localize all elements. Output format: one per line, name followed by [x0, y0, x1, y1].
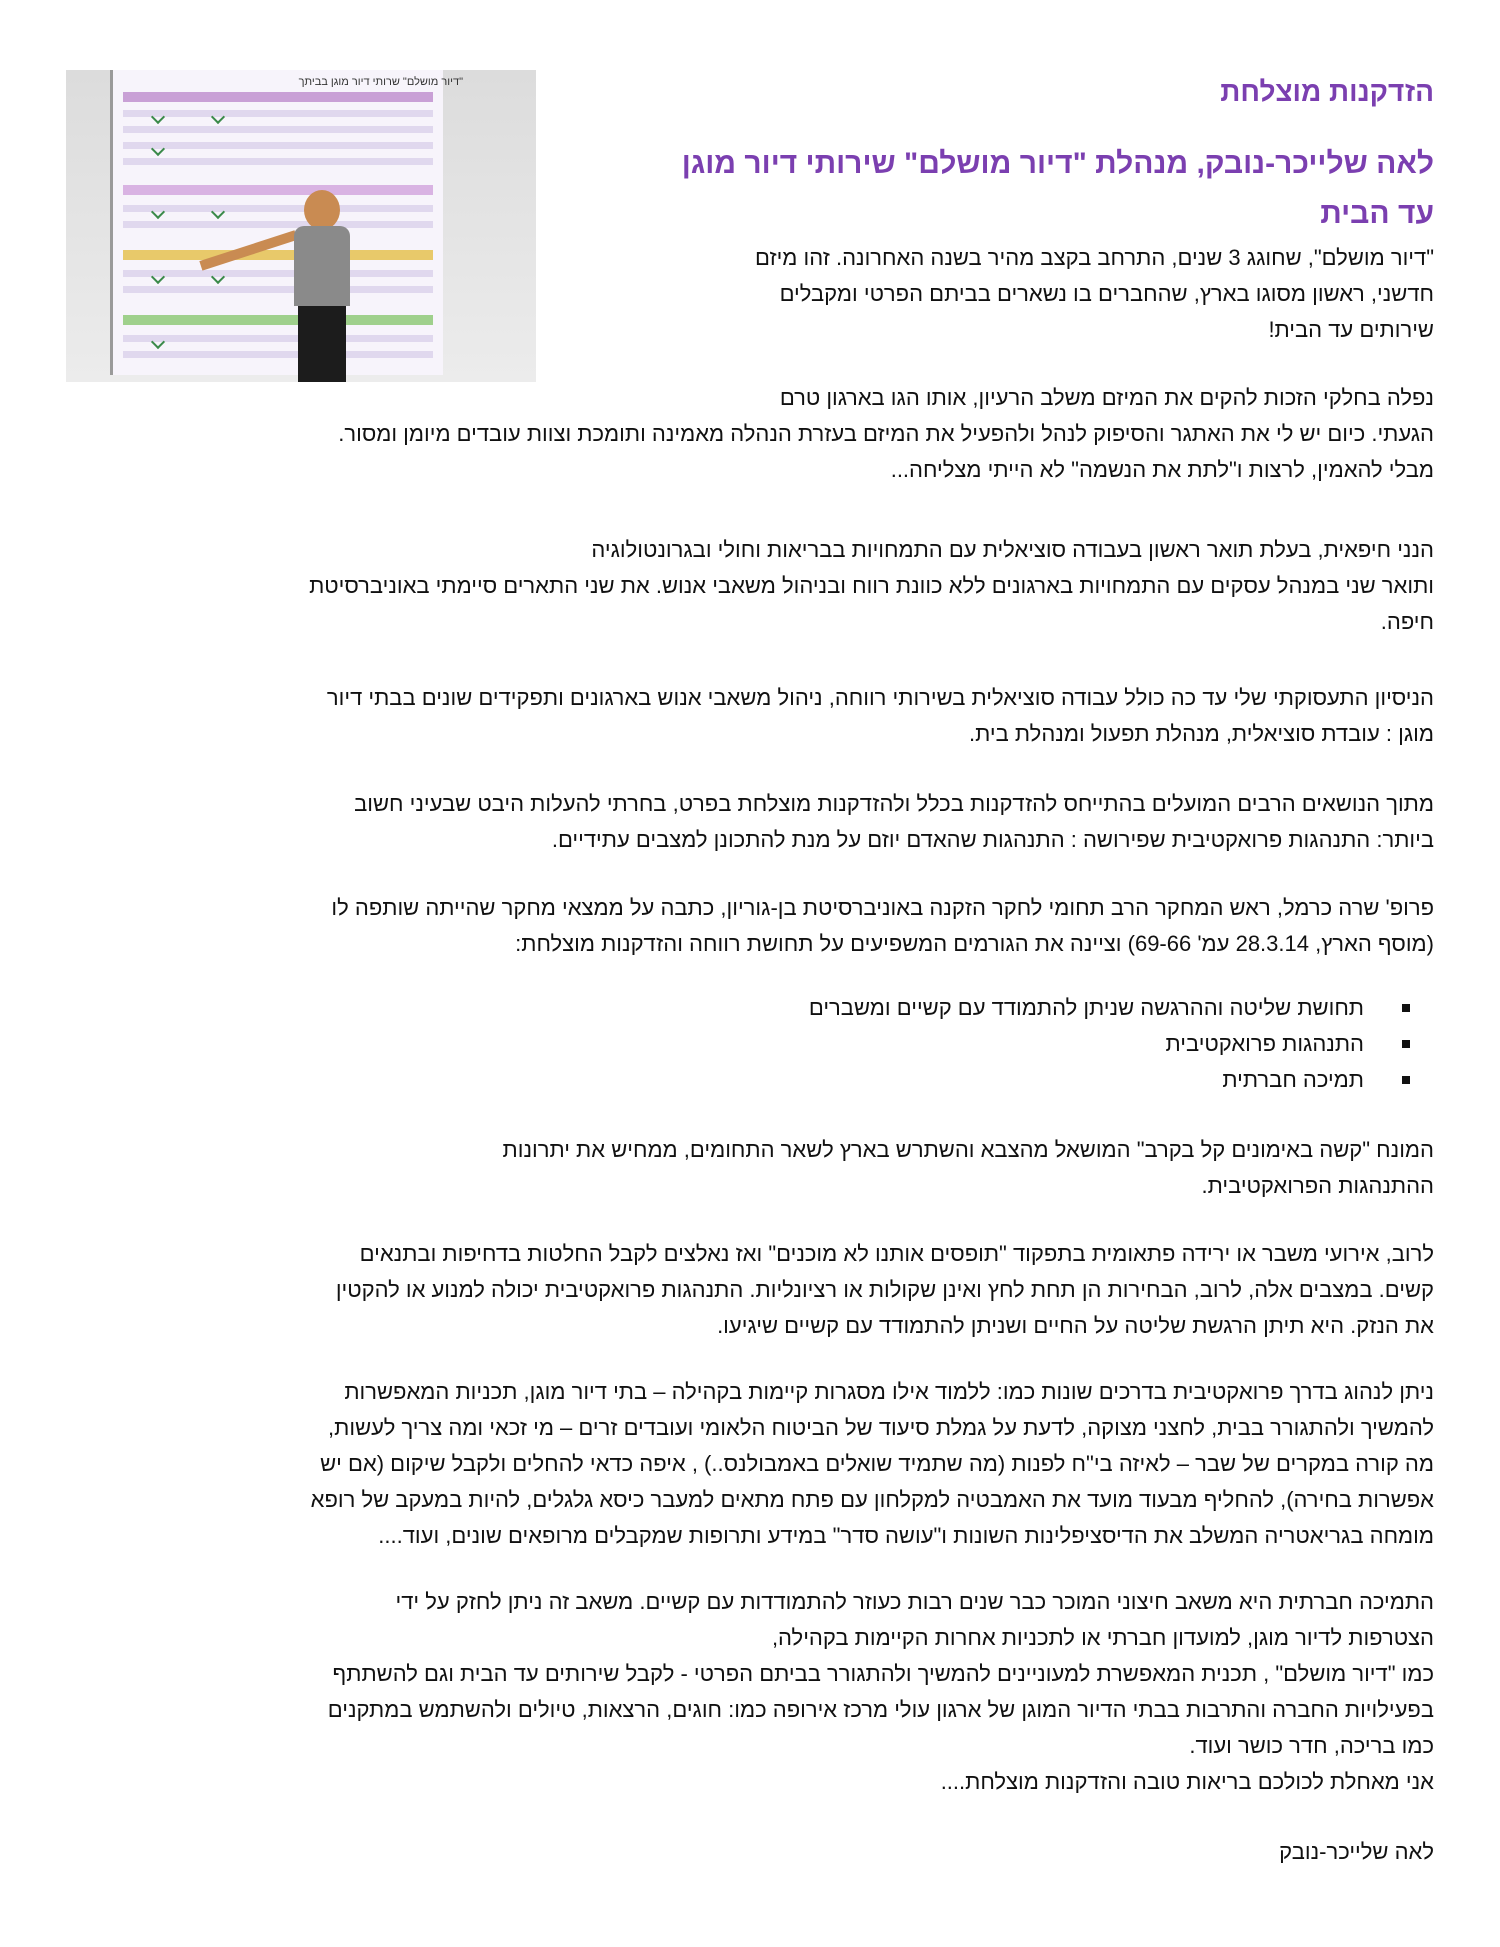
paragraph-ways: ניתן לנהוג בדרך פרואקטיבית בדרכים שונות כמו: ללמוד אילו מסגרות קיימות בקהילה – בתי דיור מוגן, תכניות המאפשרות להמשיך ולהתגורר בבית, לחצני מצוקה, לדעת על גמלת סיעוד של הביטוח הלאומי ועובדים זרים – מי זכאי ומה צריך לעשות, מה קורה במקרים של שבר – לאיזה בי"ח לפנות (מה שתמיד שואלים באמבולנס..) , איפה כדאי להחלים ולקבל שיקום (אם יש אפשרות בחירה), להחליף מבעוד מועד את האמבטיה למקלחון עם פתח מתאים למעבר כיסא גלגלים, להיות במעקב של רופא מומחה בגריאטריה המשלב את הדיסציפלינות השונות ו"עושה סדר" במידע ותרופות שמקבלים מרופאים שונים, ועוד.... — [310, 1379, 1434, 1548]
speaker-photo — [66, 70, 536, 382]
article-subtitle-line1: לאה שלייכר-נובק, מנהלת "דיור מושלם" שירותי דיור מוגן — [681, 147, 1434, 180]
page-title: הזדקנות מוצלחת — [1220, 76, 1434, 107]
paragraph-idiom: המונח "קשה באימונים קל בקרב" המושאל מהצבא והשתרש בארץ לשאר התחומים, ממחיש את יתרונות ההתנהגות הפרואקטיבית. — [502, 1137, 1434, 1198]
factors-list — [809, 990, 1434, 1098]
paragraph-social-support: התמיכה חברתית היא משאב חיצוני המוכר כבר שנים רבות כעוזר להתמודדות עם קשיים. משאב זה ניתן לחזק על ידי הצטרפות לדיור מוגן, למועדון חברתי או לתכניות אחרות הקיימות בקהילה, כמו "דיור מושלם" , תכנית המאפשרת למעוניינים להמשיך ולהתגורר בביתם הפרטי - לקבל שירותים עד הבית וגם להשתתף בפעילויות החברה והתרבות בבתי הדיור המוגן של ארגון עולי מרכז אירופה כמו: חוגים, הרצאות, טיולים ולהשתמש במתקנים כמו בריכה, חדר כושר ועוד. אני מאחלת לכולכם בריאות טובה והזדקנות מוצלחת.... — [327, 1589, 1434, 1794]
signature: לאה שלייכר-נובק — [1279, 1839, 1434, 1864]
paragraph-founding: נפלה בחלקי הזכות להקים את המיזם משלב הרעיון, אותו הגו בארגון טרם הגעתי. כיום יש לי את האתגר והסיפוק לנהל ולהפעיל את המיזם בעזרת הנהלה מאמינה ותומכת וצוות עובדים מיומן ומסור. מבלי להאמין, לרצות ו"לתת את הנשמה" לא הייתי מצליחה... — [338, 385, 1434, 482]
paragraph-experience: הניסיון התעסוקתי שלי עד כה כולל עבודה סוציאלית בשירותי רווחה, ניהול משאבי אנוש בארגונים ותפקידים שונים בבתי דיור מוגן : עובדת סוציאלית, מנהלת תפעול ומנהלת בית. — [326, 685, 1434, 746]
presentation-screen — [110, 70, 463, 375]
paragraph-research: פרופ' שרה כרמל, ראש המחקר הרב תחומי לחקר הזקנה באוניברסיטת בן-גוריון, כתבה על ממצאי מחקר שהייתה שותפה לו (מוסף הארץ, 28.3.14 עמ' 69-66) וציינה את הגורמים המשפיעים על תחושת רווחה והזדקנות מוצלחת: — [331, 895, 1434, 956]
screen-title: "דיור מושלם" שרותי דיור מוגן בביתך — [298, 76, 463, 88]
article-subtitle-line2: עד הבית — [1320, 197, 1434, 230]
paragraph-education: הנני חיפאית, בעלת תואר ראשון בעבודה סוציאלית עם התמחויות בבריאות וחולי ובגרונטולוגיה ותואר שני במנהל עסקים עם התמחויות בארגונים ללא כוונת רווח ובניהול משאבי אנוש. את שני התארים סיימתי באוניברסיטת חיפה. — [309, 537, 1434, 634]
paragraph-proactive: מתוך הנושאים הרבים המועלים בהתייחס להזדקנות בכלל ולהזדקנות מוצלחת בפרט, בחרתי להעלות היבט שבעיני חשוב ביותר: התנהגות פרואקטיבית שפירושה : התנהגות שהאדם יוזם על מנת להתכונן למצבים עתידיים. — [354, 791, 1434, 852]
speaker-figure — [286, 190, 356, 382]
list-item: תחושת שליטה וההרגשה שניתן להתמודד עם קשיים ומשברים — [809, 990, 1434, 1026]
list-item: תמיכה חברתית — [809, 1062, 1434, 1098]
paragraph-crisis: לרוב, אירועי משבר או ירידה פתאומית בתפקוד "תופסים אותנו לא מוכנים" ואז נאלצים לקבל החלטות בדחיפות ובתנאים קשים. במצבים אלה, לרוב, הבחירות הן תחת לחץ ואינן שקולות או רציונליות. התנהגות פרואקטיבית יכולה למנוע או להקטין את הנזק. היא תיתן הרגשת שליטה על החיים ושניתן להתמודד עם קשיים שיגיעו. — [335, 1241, 1434, 1338]
paragraph-intro: "דיור מושלם", שחוגג 3 שנים, התרחב בקצב מהיר בשנה האחרונה. זהו מיזם חדשני, ראשון מסוגו בארץ, שהחברים בו נשארים בביתם הפרטי ומקבלים שירותים עד הבית! — [754, 245, 1434, 342]
list-item: התנהגות פרואקטיבית — [809, 1026, 1434, 1062]
